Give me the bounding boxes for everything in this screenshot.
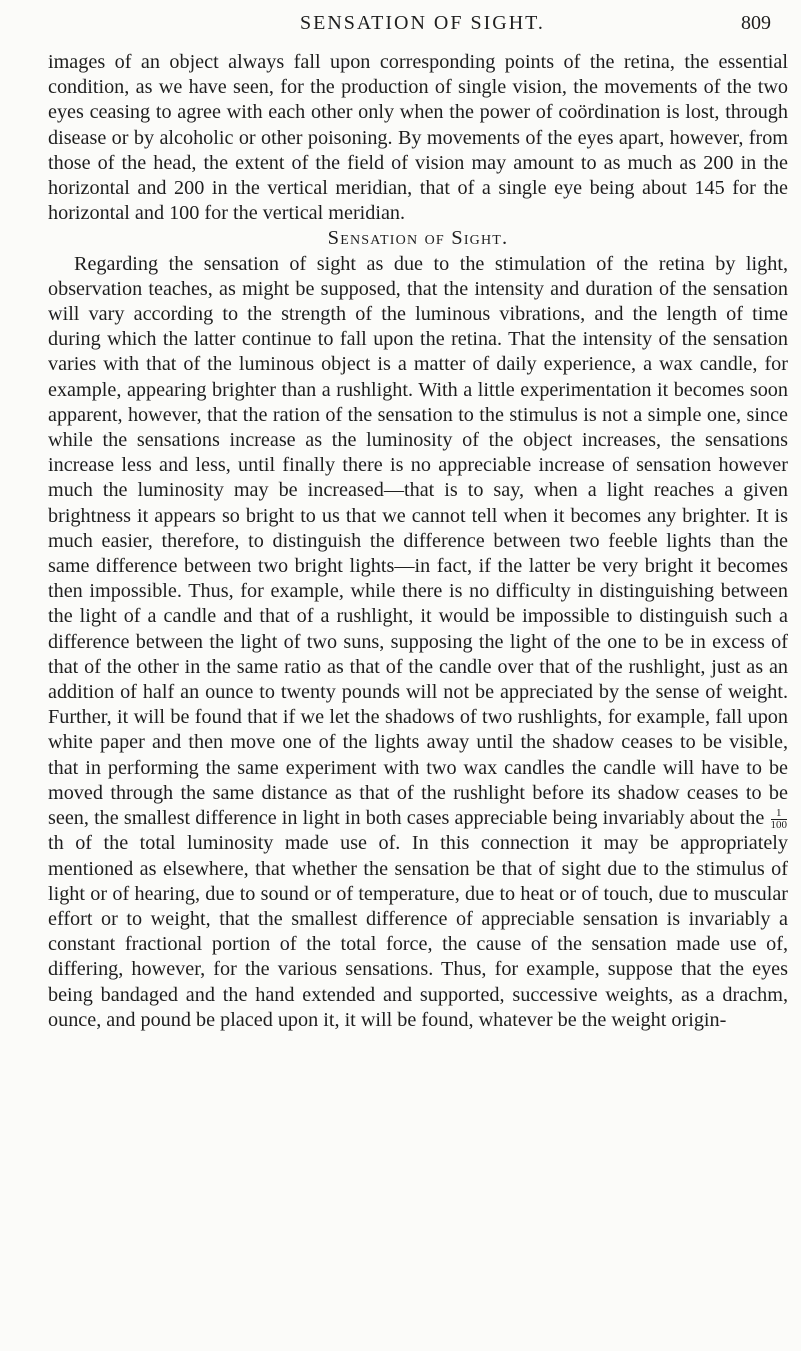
page-number: 809 — [741, 12, 771, 34]
running-head — [0, 12, 801, 40]
paragraph-sensation-of-sight — [48, 252, 788, 1033]
running-title: SENSATION OF SIGHT. — [300, 12, 545, 34]
paragraph-text-after-fraction: th of the total luminosity made use of. In this connection it may be appropriately mentioned as elsewhere, that whether the sensation be that of sight due to the stimulus of light or of hearing, due to sound or of temperature, due to heat or of touch, due to muscular effort or to weight, that the smallest difference of appreciable sensation is invariably a constant fractional portion of the total force, the cause of the sensation made use of, differing, however, for the various sensations. Thus, for example, suppose that the eyes being bandaged and the hand extended and supported, successive weights, as a drachm, ounce, and pound be placed upon it, it will be found, whatever be the weight origin- — [48, 832, 788, 1031]
fraction-denominator: 100 — [770, 818, 787, 831]
paragraph-text-before-fraction: Regarding the sensation of sight as due to the stimulation of the retina by light, observation teaches, as might be supposed, that the intensity and duration of the sensation will vary according to the strength of the luminous vibrations, and the length of time during which the latter continue to fall upon the retina. That the intensity of the sensation varies with that of the luminous object is a matter of daily experience, a wax candle, for example, appearing brighter than a rushlight. With a little experimentation it becomes soon apparent, however, that the ration of the sensation to the stimulus is not a simple one, since while the sensations increase as the luminosity of the object increases, the sensations increase less and less, until finally there is no appreciable increase of sensation however much the luminosity may be increased—that is to say, when a light reaches a given brightness it appears so bright to us that we cannot tell when it becomes any brighter. It is much easier, therefore, to distinguish the difference between two feeble lights than the same difference between two bright lights—in fact, if the latter be very bright it becomes then impossible. Thus, for example, while there is no difficulty in distinguishing between the light of a candle and that of a rushlight, it would be impossible to distinguish such a difference between the light of two suns, supposing the light of the one to be in excess of that of the other in the same ratio as that of the candle over that of the rushlight, just as an addition of half an ounce to twenty pounds will not be appreciated by the sense of weight. Further, it will be found that if we let the shadows of two rushlights, for example, fall upon white paper and then move one of the lights away until the shadow ceases to be visible, that in performing the same experiment with two wax candles the candle will have to be moved through the same distance as that of the rushlight before its shadow ceases to be seen, the smallest difference in light in both cases appreciable being invariably about the — [48, 252, 788, 830]
fraction — [771, 808, 788, 831]
fraction-numerator: 1 — [771, 808, 788, 820]
body-text — [48, 50, 788, 1033]
paragraph-continuation: images of an object always fall upon corresponding points of the retina, the essential condition, as we have seen, for the production of single vision, the movements of the two eyes ceasing to agree with each other only when the power of coördination is lost, through disease or by alcoholic or other poisoning. By movements of the eyes apart, however, from those of the head, the extent of the field of vision may amount to as much as 200 in the horizontal and 200 in the vertical meridian, that of a single eye being about 145 for the horizontal and 100 for the vertical meridian. — [48, 51, 788, 225]
section-heading: Sensation of Sight. — [327, 227, 509, 250]
